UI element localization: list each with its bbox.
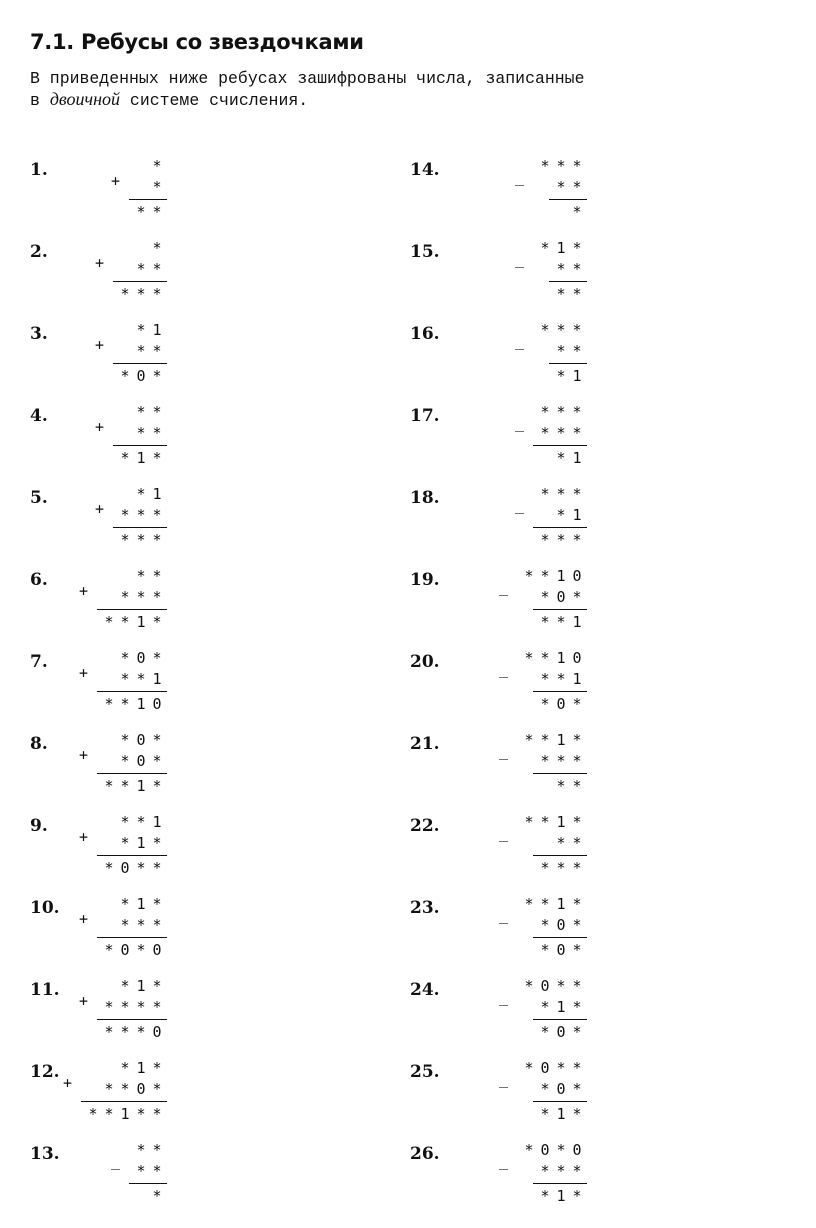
puzzle-operand-1: * 1 * [120,977,162,995]
puzzle-operand-1: * * * [540,321,582,339]
puzzle-number: 1. [30,160,48,180]
puzzle-operand-1: * 1 * [120,895,162,913]
puzzle-number: 19. [410,570,440,590]
plus-sign: + [79,910,89,928]
puzzle-operand-2: * * * [540,752,582,770]
puzzle-number: 22. [410,816,440,836]
puzzle-operand-1: * * 1 [120,813,162,831]
puzzle-number: 18. [410,488,440,508]
minus-sign: _ [499,988,509,1006]
sum-line [549,363,587,364]
puzzle-operand-1: * * 1 0 [524,567,582,585]
puzzle-7 [30,649,360,732]
puzzle-result: * * [556,777,582,795]
minus-sign: _ [499,906,509,924]
puzzle-operand-2: * * [136,342,162,360]
puzzle-operand-1: * 1 [136,321,162,339]
puzzle-operand-2: * * [136,424,162,442]
puzzle-number: 10. [30,898,60,918]
puzzle-result: * 1 [556,367,582,385]
intro-part-3: системе счисления. [120,91,309,110]
puzzle-number: 24. [410,980,440,1000]
puzzle-number: 20. [410,652,440,672]
puzzle-result: * * * [120,531,162,549]
puzzle-operand-2: * * [136,260,162,278]
sum-line [113,281,167,282]
puzzle-number: 9. [30,816,48,836]
puzzle-operand-2: * * * [120,588,162,606]
puzzle-number: 23. [410,898,440,918]
puzzle-number: 26. [410,1144,440,1164]
puzzle-number: 6. [30,570,48,590]
puzzle-operand-1: * 0 * [120,731,162,749]
puzzle-23 [410,895,740,978]
puzzle-operand-1: * * 1 * [524,731,582,749]
intro-text [30,68,750,111]
puzzle-result: * [572,203,582,221]
puzzle-operand-2: * * [556,342,582,360]
puzzle-6 [30,567,360,650]
sum-line [129,199,167,200]
puzzle-operand-1: * * [136,567,162,585]
puzzle-number: 15. [410,242,440,262]
puzzle-11 [30,977,360,1060]
sum-line [549,199,587,200]
puzzle-8 [30,731,360,814]
puzzle-operand-1: * 1 [136,485,162,503]
puzzle-21 [410,731,740,814]
puzzle-result: * 0 * [540,941,582,959]
puzzle-17 [410,403,740,486]
puzzle-operand-1: * 0 * 0 [524,1141,582,1159]
sum-line [97,609,167,610]
puzzle-24 [410,977,740,1060]
puzzle-result: * 0 * [540,695,582,713]
sum-line [533,773,587,774]
puzzle-result: * [152,1187,162,1205]
sum-line [97,1019,167,1020]
puzzle-number: 8. [30,734,48,754]
minus-sign: _ [499,824,509,842]
puzzle-operand-1: * 0 * [120,649,162,667]
puzzle-3 [30,321,360,404]
puzzle-result: * * * [540,531,582,549]
sum-line [533,1183,587,1184]
puzzle-operand-2: * * * [540,1162,582,1180]
puzzle-operand-1: * * * [540,485,582,503]
puzzle-number: 2. [30,242,48,262]
puzzle-operand-1: * * 1 * [524,895,582,913]
puzzle-number: 21. [410,734,440,754]
sum-line [533,691,587,692]
puzzle-12 [30,1059,360,1142]
puzzle-operand-2: * * [556,834,582,852]
minus-sign: _ [499,1070,509,1088]
puzzle-number: 13. [30,1144,60,1164]
plus-sign: + [79,582,89,600]
minus-sign: _ [515,332,525,350]
puzzle-operand-1: * * * [540,403,582,421]
puzzle-operand-2: * 0 * [540,1080,582,1098]
sum-line [97,855,167,856]
sum-line [533,937,587,938]
puzzle-result: * 0 * [540,1023,582,1041]
puzzle-operand-1: * 0 * * [524,977,582,995]
puzzle-18 [410,485,740,568]
puzzle-operand-2: * * * [120,506,162,524]
minus-sign: _ [499,1152,509,1170]
puzzle-result: * * [556,285,582,303]
puzzle-result: * * * [540,859,582,877]
puzzle-operand-2: * 0 * [540,588,582,606]
puzzle-result: * * 1 * [104,777,162,795]
puzzle-result: * * [136,203,162,221]
sum-line [533,609,587,610]
puzzle-2 [30,239,360,322]
minus-sign: _ [499,742,509,760]
puzzle-operand-2: * * 1 [120,670,162,688]
puzzle-result: * 0 * 0 [104,941,162,959]
sum-line [97,937,167,938]
plus-sign: + [95,336,105,354]
sum-line [113,527,167,528]
puzzle-22 [410,813,740,896]
puzzle-operand-2: * * 0 * [104,1080,162,1098]
plus-sign: + [95,254,105,272]
intro-line-2 [30,89,750,111]
intro-emphasis: двоичной [49,89,121,109]
puzzle-operand-2: * * * [540,424,582,442]
plus-sign: + [79,746,89,764]
sum-line [129,1183,167,1184]
puzzle-number: 16. [410,324,440,344]
puzzle-result: * * * 0 [104,1023,162,1041]
puzzle-operand-1: * * [136,1141,162,1159]
puzzle-result: * 0 * [120,367,162,385]
puzzle-result: * * 1 * [104,613,162,631]
puzzle-operand-1: * 1 * [540,239,582,257]
plus-sign: + [79,664,89,682]
page-title: 7.1. Ребусы со звездочками [30,30,364,54]
puzzle-number: 17. [410,406,440,426]
sum-line [113,363,167,364]
puzzle-number: 12. [30,1062,60,1082]
puzzle-operand-2: * 0 * [540,916,582,934]
minus-sign: _ [515,414,525,432]
sum-line [97,773,167,774]
puzzle-result: * * 1 [540,613,582,631]
puzzle-result: * 1 * [540,1105,582,1123]
puzzle-operand-1: * * * [540,157,582,175]
puzzle-result: * 0 * * [104,859,162,877]
puzzle-number: 4. [30,406,48,426]
puzzle-number: 25. [410,1062,440,1082]
plus-sign: + [79,828,89,846]
minus-sign: _ [515,496,525,514]
puzzle-operand-2: * [152,178,162,196]
plus-sign: + [111,172,121,190]
puzzle-25 [410,1059,740,1142]
minus-sign: _ [499,660,509,678]
minus-sign: _ [515,250,525,268]
puzzle-19 [410,567,740,650]
intro-part-2: в [30,91,50,110]
puzzle-number: 7. [30,652,48,672]
puzzle-result: * * 1 * * [88,1105,162,1123]
puzzle-9 [30,813,360,896]
puzzle-1 [30,157,360,240]
sum-line [533,1019,587,1020]
sum-line [533,1101,587,1102]
puzzle-operand-1: * [152,157,162,175]
puzzle-14 [410,157,740,240]
minus-sign: _ [499,578,509,596]
puzzle-operand-2: * * [556,260,582,278]
puzzle-operand-2: * 1 * [540,998,582,1016]
puzzle-number: 14. [410,160,440,180]
puzzle-operand-2: * * * [120,916,162,934]
plus-sign: + [63,1074,73,1092]
puzzle-result: * * 1 0 [104,695,162,713]
minus-sign: _ [111,1152,121,1170]
sum-line [97,691,167,692]
puzzle-result: * 1 [556,449,582,467]
puzzle-10 [30,895,360,978]
puzzle-operand-2: * * [556,178,582,196]
sum-line [81,1101,167,1102]
puzzle-number: 11. [30,980,60,1000]
puzzle-operand-1: * * 1 0 [524,649,582,667]
puzzle-operand-1: * [152,239,162,257]
puzzle-20 [410,649,740,732]
intro-line-1: В приведенных ниже ребусах зашифрованы числа, записанные [30,69,585,88]
puzzle-operand-1: * * 1 * [524,813,582,831]
puzzle-operand-2: * 1 [556,506,582,524]
puzzle-operand-2: * * * * [104,998,162,1016]
puzzle-result: * 1 * [120,449,162,467]
puzzle-operand-1: * 0 * * [524,1059,582,1077]
puzzle-16 [410,321,740,404]
puzzle-26 [410,1141,740,1224]
puzzle-number: 3. [30,324,48,344]
sum-line [533,445,587,446]
plus-sign: + [95,418,105,436]
puzzle-number: 5. [30,488,48,508]
plus-sign: + [95,500,105,518]
puzzle-operand-2: * 0 * [120,752,162,770]
puzzle-result: * * * [120,285,162,303]
puzzle-operand-1: * 1 * [120,1059,162,1077]
minus-sign: _ [515,168,525,186]
puzzle-13 [30,1141,360,1224]
sum-line [549,281,587,282]
puzzle-operand-2: * * 1 [540,670,582,688]
sum-line [533,527,587,528]
puzzle-operand-2: * 1 * [120,834,162,852]
puzzle-result: * 1 * [540,1187,582,1205]
puzzle-5 [30,485,360,568]
plus-sign: + [79,992,89,1010]
puzzle-operand-1: * * [136,403,162,421]
puzzle-operand-2: * * [136,1162,162,1180]
puzzle-4 [30,403,360,486]
puzzle-15 [410,239,740,322]
sum-line [113,445,167,446]
sum-line [533,855,587,856]
